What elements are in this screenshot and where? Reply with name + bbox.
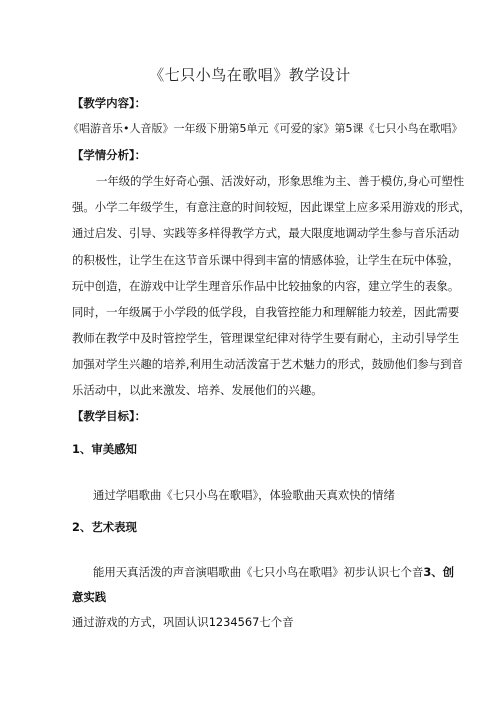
analysis-line: 乐活动中，以此来激发、培养、发展他们的兴趣。: [72, 383, 323, 397]
analysis-line: 通过启发、引导、实践等多样得教学方式，最大限度地调动学生参与音乐活动: [72, 226, 460, 240]
teaching-content-text: 《唱游音乐•人音版》一年级下册第5单元《可爱的家》第5课《七只小鸟在歌唱》: [68, 122, 463, 135]
analysis-line: 的积极性，让学生在这节音乐课中得到丰富的情感体验，让学生在玩中体验，: [72, 253, 460, 267]
document-title: 《七只小鸟在歌唱》教学设计: [149, 66, 351, 84]
goal-2-text-content: 能用天真活泼的声音演唱歌曲《七只小鸟在歌唱》初步认识七个音: [93, 565, 424, 579]
goal-3-text: 通过游戏的方式，巩固认识1234567七个音: [72, 615, 294, 629]
goal-3-heading-part2: 意实践: [72, 590, 107, 604]
goal-1-heading: 1、审美感知: [72, 442, 137, 456]
analysis-line: 玩中创造，在游戏中让学生理音乐作品中比较抽象的内容，建立学生的表象。: [72, 279, 460, 293]
analysis-line: 教师在教学中及时管控学生，管理课堂纪律对待学生要有耐心，主动引导学生: [72, 331, 460, 345]
heading-teaching-goals: 【教学目标】：: [72, 409, 147, 423]
heading-student-analysis: 【学情分析】：: [72, 148, 147, 162]
analysis-line: 一年级的学生好奇心强、活泼好动，形象思维为主、善于模仿,身心可塑性: [96, 174, 465, 188]
goal-2-heading: 2、艺术表现: [72, 520, 137, 534]
analysis-line: 加强对学生兴趣的培养,利用生动活泼富于艺术魅力的形式，鼓励他们参与到音: [72, 357, 463, 371]
goal-3-heading-part1: 3、创: [423, 565, 455, 579]
analysis-line: 强。小学二年级学生，有意注意的时间较短，因此课堂上应多采用游戏的形式，: [72, 200, 471, 214]
analysis-line: 同时，一年级属于小学段的低学段，自我管控能力和理解能力较差，因此需要: [72, 305, 460, 319]
heading-teaching-content: 【教学内容】：: [72, 96, 147, 110]
goal-1-text: 通过学唱歌曲《七只小鸟在歌唱》，体验歌曲天真欢快的情绪: [93, 488, 395, 502]
goal-2-text: [93, 564, 454, 580]
